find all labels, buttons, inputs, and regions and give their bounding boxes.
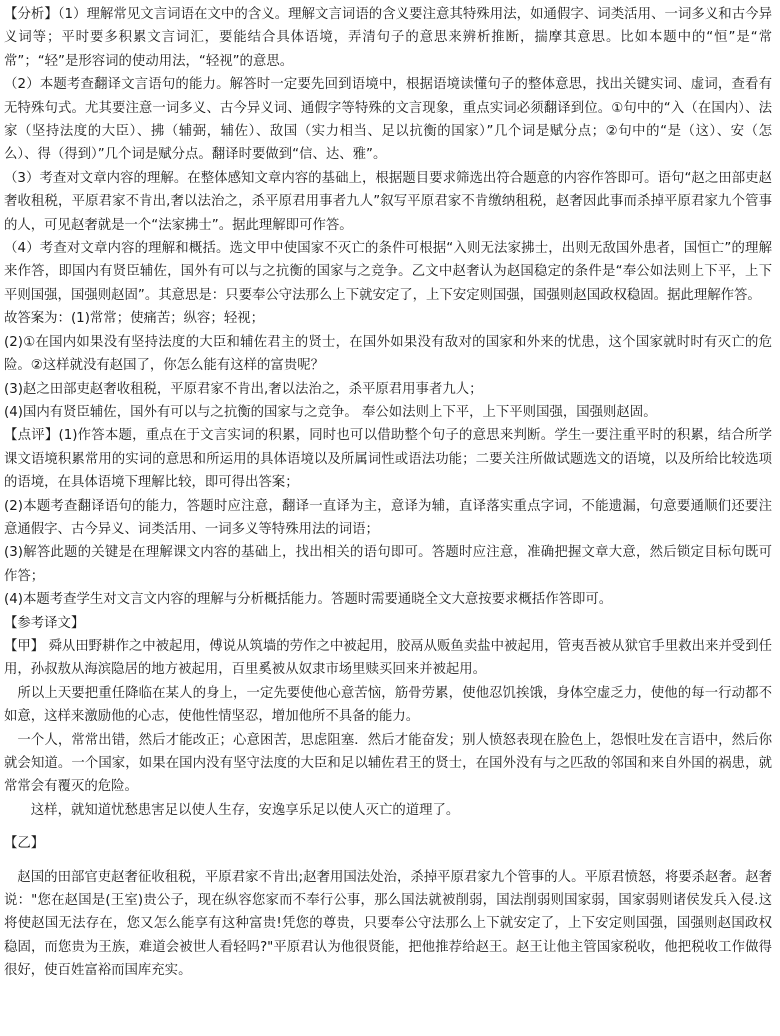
analysis-part-4: （4）考查对文章内容的理解和概括。选文甲中使国家不灭亡的条件可根据“入则无法家拂士，出则无敌国外患者，国恒亡”的理解来作答，即国内有贤臣辅佐，国外有可以与之抗衡的国家与之竞争。乙文中赵奢认为赵国稳定的条件是“奉公如法则上下平，上下平则国强，国强则赵固”。其意思是：只要奉公守法那么上下就安定了，上下安定则国强，国强则赵国政权稳固。据此理解作答。 (4, 241, 772, 303)
comment-4: (4)本题考查学生对文言文内容的理解与分析概括能力。答题时需要通晓全文大意按要求概括作答即可。 (4, 592, 613, 608)
analysis-part-1: 【分析】（1）理解常见文言词语在文中的含义。理解文言词语的含义要注意其特殊用法，如通假字、词类活用、一词多义和古今异义词等；平时要多积累文言词汇，要能结合具体语境，弄清句子的意思来辨析推断，揣摩其意思。比如本题中的“恒”是“常常”；“轻”是形容词的使动用法，“轻视”的意思。 (4, 7, 772, 69)
translation-jia-4: 这样，就知道忧愁患害足以使人生存，安逸享乐足以使人灭亡的道理了。 (30, 802, 460, 818)
analysis-part-3: （3）考查对文章内容的理解。在整体感知文章内容的基础上，根据题目要求筛选出符合题意的内容作答即可。语句“赵之田部吏赵奢收租税，平原君家不肯出,奢以法治之，杀平原君用事者九人”叙写平原君家不肯缴纳租税，赵奢因此事而杀掉平原君家九个管事的人，可见赵奢就是一个“法家拂士”。据此理解即可作答。 (4, 170, 772, 233)
comment-1: 【点评】(1)作答本题，重点在于文言实词的积累，同时也可以借助整个句子的意思来判断。学生一要注重平时的积累，结合所学课文语境积累常用的实词的意思和所运用的具体语境以及所属词性或语法功能；二要关注所做试题选文的语境，以及所给比较选项的语境，在具体语境下理解比较，即可得出答案； (4, 428, 772, 491)
answer-4: (4)国内有贤臣辅佐，国外有可以与之抗衡的国家与之竞争。 奉公如法则上下平，上下平则国强，国强则赵固。 (4, 404, 657, 420)
answer-2: (2)①在国内如果没有坚持法度的大臣和辅佐君主的贤士，在国外如果没有敌对的国家和外来的忧患，这个国家就时时有灭亡的危险。②这样就没有赵国了，你怎么能有这样的富贵呢？ (4, 334, 772, 374)
translation-yi-heading: 【乙】 (4, 836, 45, 852)
translation-jia-1: 【甲】 舜从田野耕作之中被起用，傅说从筑墙的劳作之中被起用，胶鬲从贩鱼卖盐中被起用，管夷吾被从狱官手里救出来并受到任用，孙叔敖从海滨隐居的地方被起用，百里奚被从奴隶市场里赎买回来并被起用。 (4, 638, 772, 678)
translation-yi-body: 赵国的田部官吏赵奢征收租税，平原君家不肯出;赵奢用国法处治，杀掉平原君家九个管事的人。平原君愤怒，将要杀赵奢。赵奢说："您在赵国是(王室)贵公子，现在纵容您家而不奉行公事，那么国法就被削弱，国法削弱则国家弱，国家弱则诸侯发兵入侵.这将使赵国无法存在，您又怎么能享有这种富贵!凭您的尊贵，只要奉公守法那么上下就安定了，上下安定则国强，国强则赵国政权稳固，而您贵为王族，难道会被世人看轻吗?"平原君认为他很贤能，把他推荐给赵王。赵王让他主管国家税收，他把税收工作做得很好，使百姓富裕而国库充实。 (4, 869, 772, 979)
analysis-part-2: （2）本题考查翻译文言语句的能力。解答时一定要先回到语境中，根据语境读懂句子的整体意思，找出关键实词、虚词，查看有无特殊句式。尤其要注意一词多义、古今异义词、通假字等特殊的文言现象，重点实词必须翻译到位。①句中的“入（在国内）、法家（坚持法度的大臣）、拂（辅弼，辅佐）、敌国（实力相当、足以抗衡的国家）”几个词是赋分点；②句中的“是（这）、安（怎么）、得（得到）”几个词是赋分点。翻译时要做到“信、达、雅”。 (4, 77, 772, 163)
answer-1: 故答案为：(1)常常；使痛苦；纵容；轻视； (4, 311, 264, 327)
translation-jia-2: 所以上天要把重任降临在某人的身上，一定先要使他心意苦恼，筋骨劳累，使他忍饥挨饿，身体空虚乏力，使他的每一行动都不如意，这样来激励他的心志，使他性情坚忍，增加他所不具备的能力。 (4, 685, 772, 725)
comment-3: (3)解答此题的关键是在理解课文内容的基础上，找出相关的语句即可。答题时应注意，准确把握文章大意，然后锁定目标句既可作答； (4, 545, 772, 584)
translation-jia-3: 一个人，常常出错，然后才能改正；心意困苦，思虑阻塞．然后才能奋发；别人愤怒表现在脸色上，怨恨吐发在言语中，然后你就会知道。一个国家，如果在国内没有坚守法度的大臣和足以辅佐君王的贤士，在国外没有与之匹敌的邻国和来自外国的祸患，就常常会有覆灭的危险。 (4, 732, 772, 795)
translation-heading: 【参考译文】 (4, 615, 85, 631)
answer-3: (3)赵之田部吏赵奢收租税，平原君家不肯出,奢以法治之，杀平原君用事者九人； (4, 381, 483, 397)
comment-2: (2)本题考查翻译语句的能力，答题时应注意，翻译一直译为主，意译为辅，直译落实重点字词，不能遗漏，句意要通顺们还要注意通假字、古今异义、词类活用、一词多义等特殊用法的词语； (4, 498, 772, 537)
